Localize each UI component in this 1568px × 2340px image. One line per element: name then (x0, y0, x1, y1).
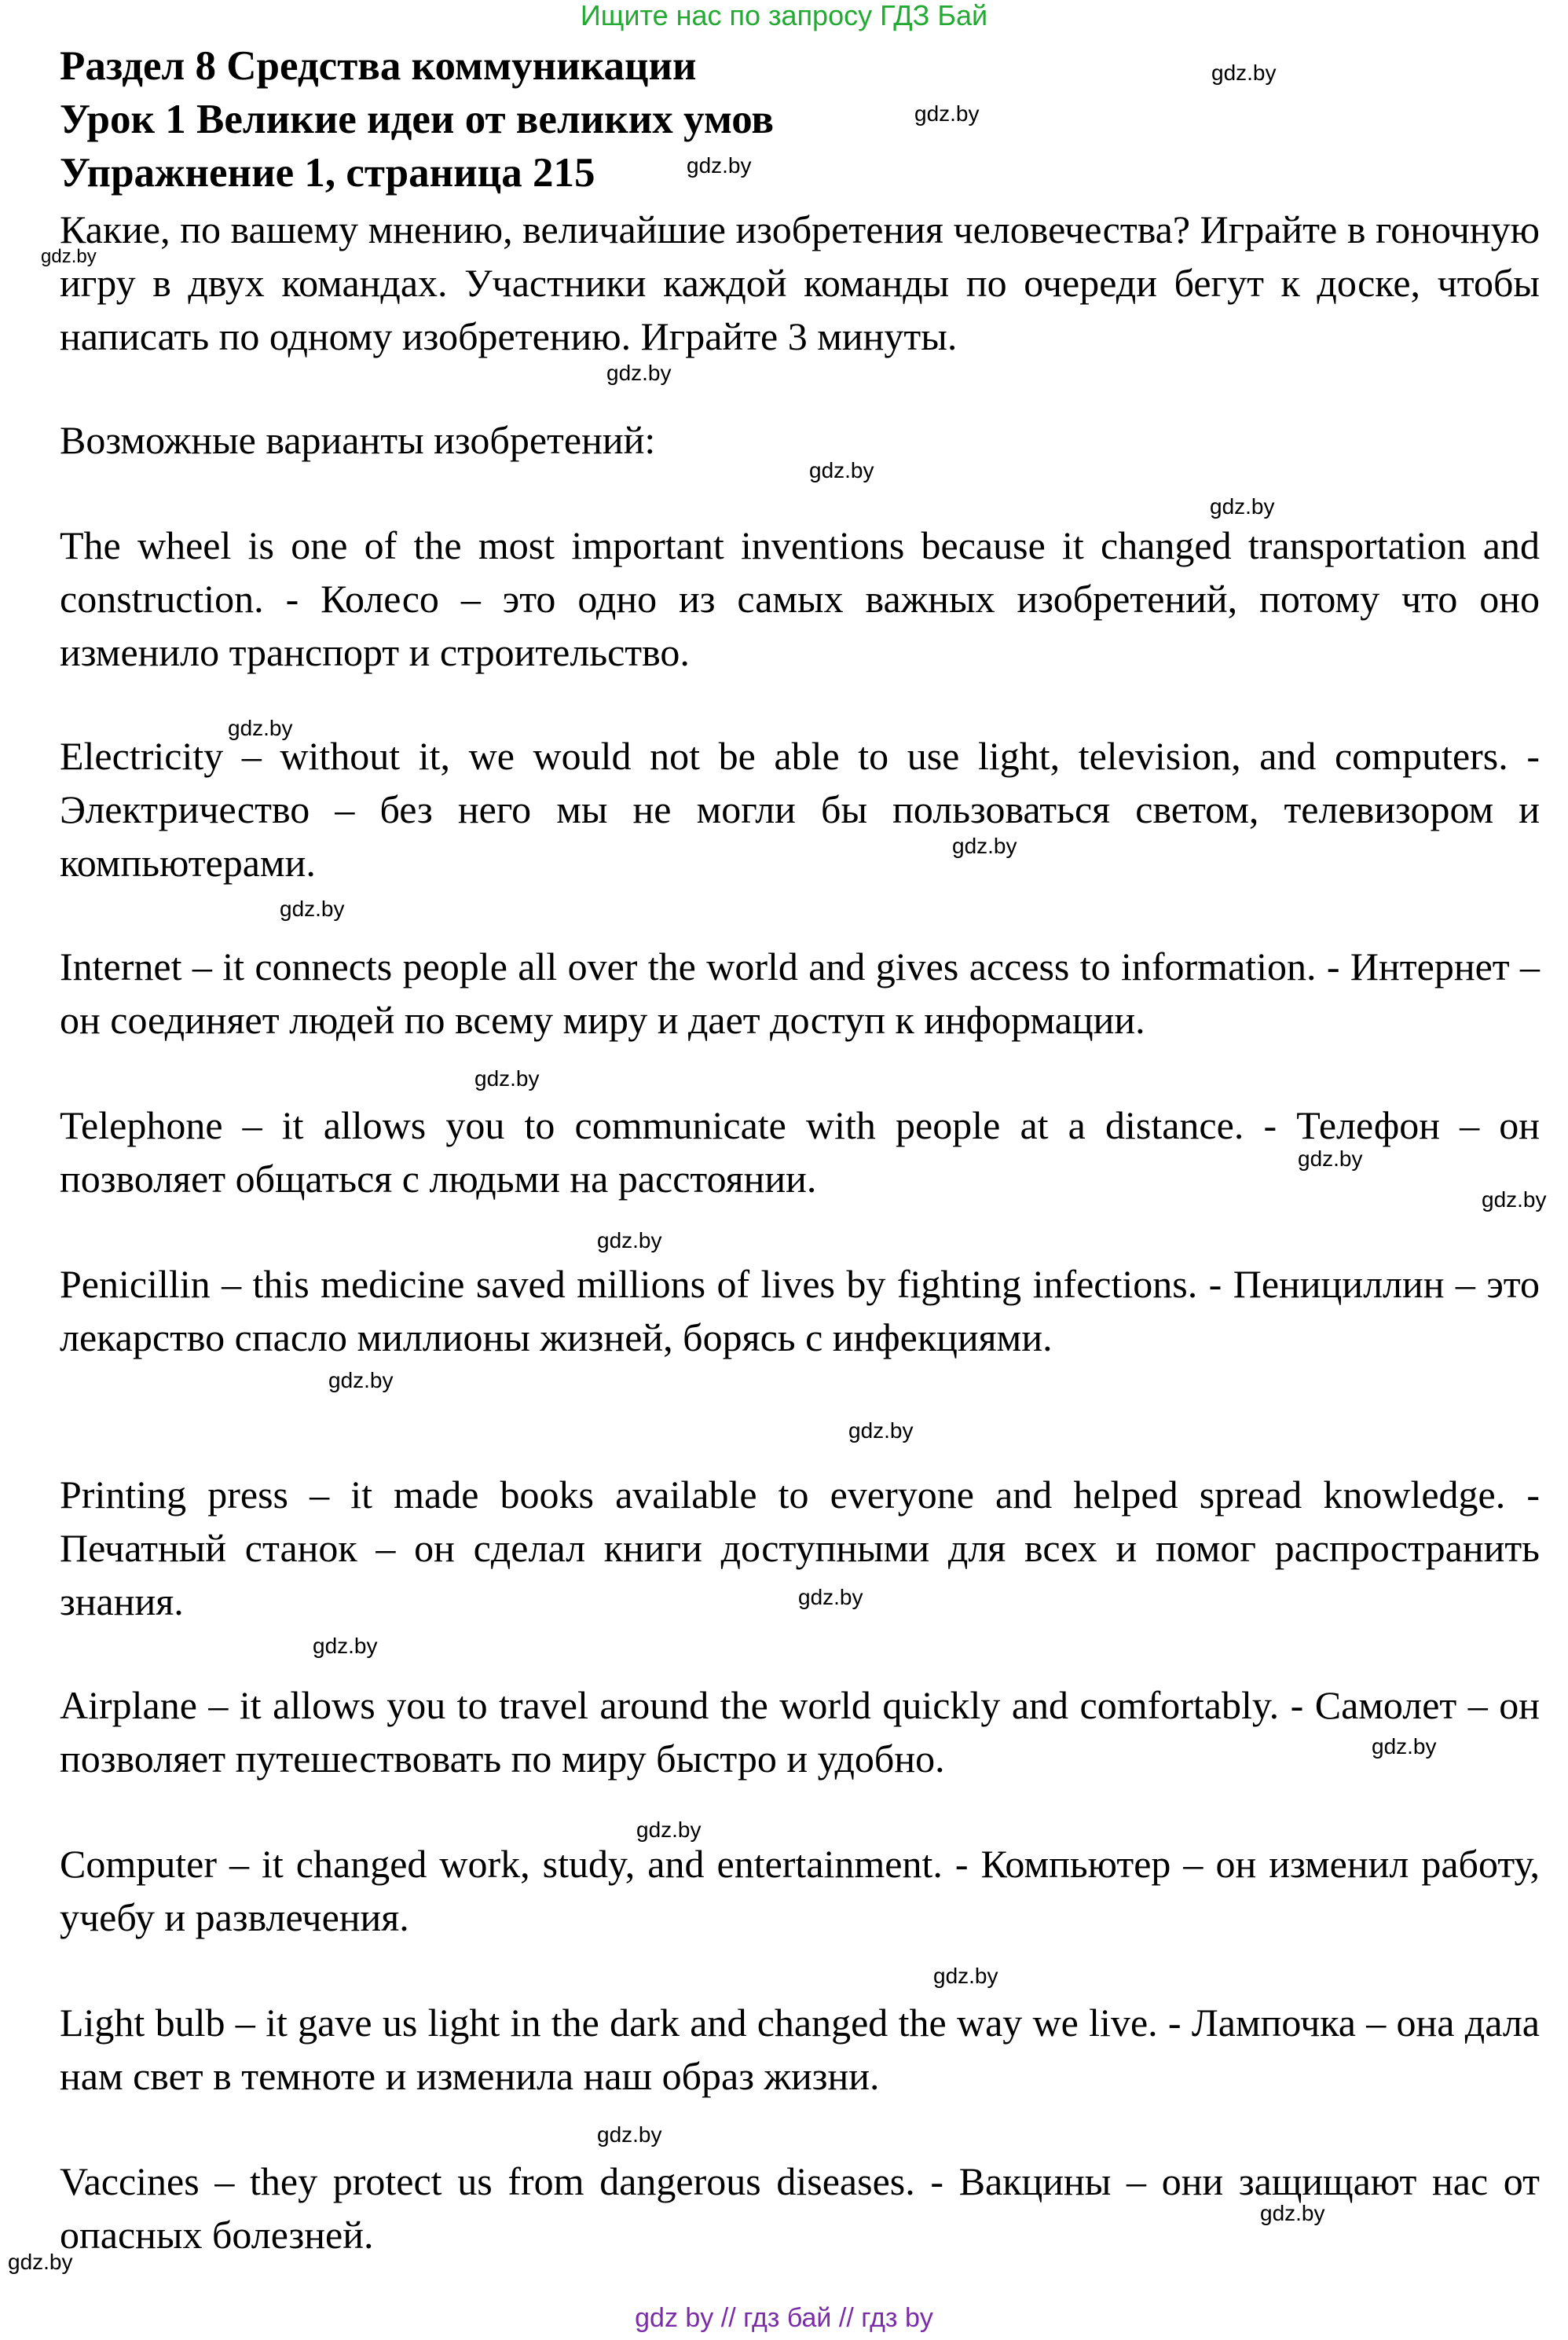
variants-label: Возможные варианты изобретений: (60, 418, 656, 462)
watermark: gdz.by (636, 1817, 702, 1842)
watermark: gdz.by (41, 246, 97, 267)
watermark: gdz.by (1482, 1187, 1547, 1212)
watermark: gdz.by (1260, 2201, 1325, 2225)
answer-light-bulb: Light bulb – it gave us light in the dark and changed the way we live. - Лампочка – она дала нам свет в темноте и изменила наш образ жизни. (60, 2001, 1540, 2098)
watermark: gdz.by (1210, 494, 1275, 519)
watermark: gdz.by (1211, 61, 1277, 85)
watermark: gdz.by (313, 1634, 378, 1658)
answer-airplane: Airplane – it allows you to travel around the world quickly and comfortably. - Самолет – он позволяет путешествовать по миру быстро и удобно. (60, 1683, 1540, 1781)
watermark: gdz.by (280, 897, 345, 921)
watermark: gdz.by (687, 153, 752, 178)
lesson-title: Урок 1 Великие идеи от великих умов (60, 97, 775, 142)
watermark: gdz.by (228, 716, 293, 740)
watermark: gdz.by (1298, 1146, 1363, 1171)
top-banner-link[interactable]: Ищите нас по запросу ГДЗ Бай (580, 0, 988, 31)
answer-telephone: Telephone – it allows you to communicate with people at a distance. - Телефон – он позволяет общаться с людьми на расстоянии. (60, 1103, 1540, 1201)
watermark: gdz.by (328, 1368, 394, 1392)
answer-electricity: Electricity – without it, we would not be able to use light, television, and computers. - Электричество – без него мы не могли бы пользоваться светом, телевизором и компьютерами. (60, 734, 1540, 885)
bottom-banner-link[interactable]: gdz by // гдз бай // гдз by (635, 2303, 933, 2333)
answer-wheel: The wheel is one of the most important inventions because it changed transportation and construction. - Колесо – это одно из самых важных изобретений, потому что оно изменило транспорт и строительство. (60, 523, 1540, 674)
watermark: gdz.by (914, 101, 980, 126)
answer-internet: Internet – it connects people all over the world and gives access to information. - Интернет – он соединяет людей по всему миру и дает доступ к информации. (60, 944, 1540, 1042)
section-title: Раздел 8 Средства коммуникации (60, 43, 697, 89)
watermark: gdz.by (1372, 1734, 1437, 1759)
task-text: Какие, по вашему мнению, величайшие изобретения человечества? Играйте в гоночную игру в двух командах. Участники каждой команды по очереди бегут к доске, чтобы написать по одному изобретению. Играйте 3 минуты. (60, 207, 1540, 358)
watermark: gdz.by (952, 834, 1017, 858)
watermark: gdz.by (798, 1585, 863, 1609)
watermark: gdz.by (474, 1066, 540, 1091)
exercise-title: Упражнение 1, страница 215 (60, 150, 595, 196)
watermark: gdz.by (8, 2250, 73, 2274)
answer-vaccines: Vaccines – they protect us from dangerous diseases. - Вакцины – они защищают нас от опасных болезней. (60, 2159, 1540, 2257)
answer-printing-press: Printing press – it made books available to everyone and helped spread knowledge. - Печатный станок – он сделал книги доступными для всех и помог распространить знания. (60, 1473, 1540, 1623)
watermark: gdz.by (848, 1418, 914, 1443)
answer-computer: Computer – it changed work, study, and entertainment. - Компьютер – он изменил работу, учебу и развлечения. (60, 1842, 1540, 1939)
watermark: gdz.by (933, 1964, 998, 1988)
watermark: gdz.by (809, 458, 874, 482)
watermark: gdz.by (597, 1228, 662, 1253)
answer-penicillin: Penicillin – this medicine saved millions of lives by fighting infections. - Пенициллин – это лекарство спасло миллионы жизней, борясь с инфекциями. (60, 1262, 1540, 1359)
watermark: gdz.by (597, 2122, 662, 2147)
watermark: gdz.by (606, 361, 672, 385)
